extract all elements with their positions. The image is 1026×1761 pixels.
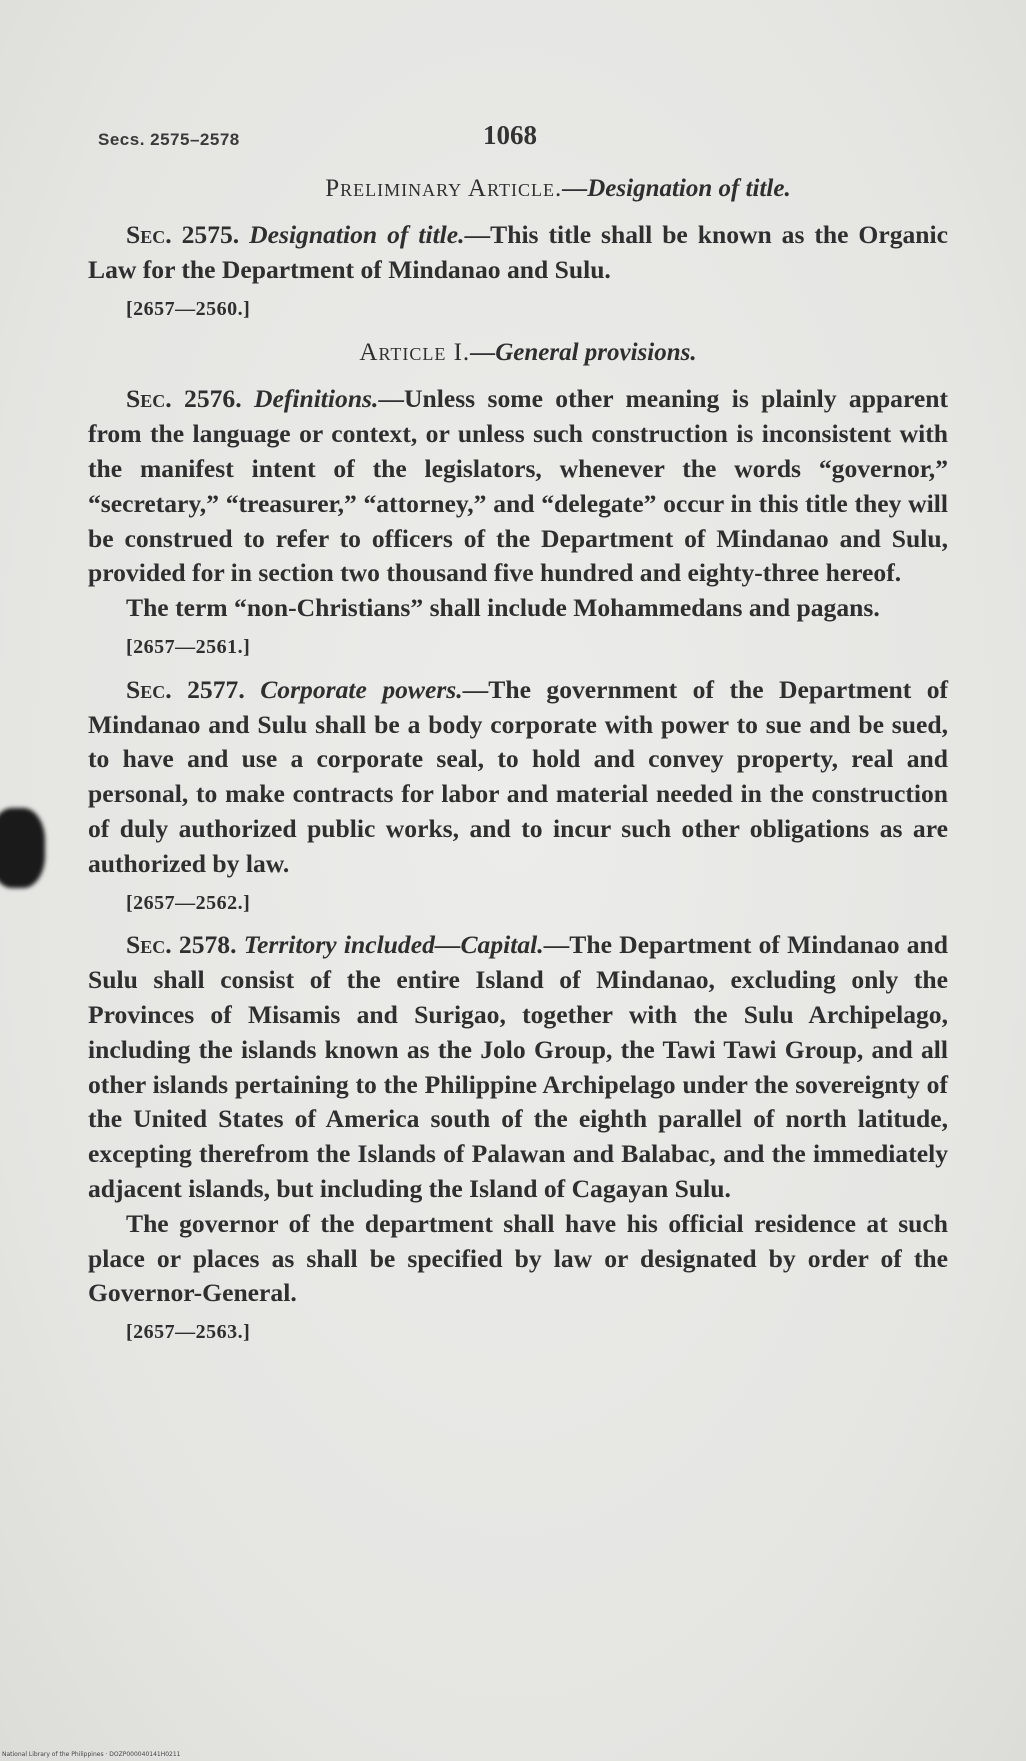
section-2578 bbox=[88, 928, 948, 1206]
section-number: 2577. bbox=[187, 674, 245, 704]
heading-label: Article I. bbox=[359, 339, 471, 367]
section-number: 2578. bbox=[178, 930, 237, 960]
source-reference: [2657—2562.] bbox=[126, 891, 251, 914]
page-number: 1068 bbox=[483, 120, 537, 150]
section-title: Definitions. bbox=[253, 384, 379, 414]
section-2576-paragraph-2: The term “non-Christians” shall include Mohammedans and pagans. bbox=[126, 593, 880, 623]
section-number: 2576. bbox=[184, 384, 242, 414]
section-text: —This title shall be known as the Organic Law for the Department of Mindanao and Sulu. bbox=[88, 220, 948, 284]
heading-title: —General provisions. bbox=[470, 339, 697, 367]
section-2576 bbox=[88, 382, 948, 591]
heading-title: —Designation of title. bbox=[562, 175, 791, 202]
heading-label: Preliminary Article. bbox=[325, 175, 563, 202]
section-2577 bbox=[88, 673, 948, 882]
source-reference: [2657—2563.] bbox=[126, 1321, 251, 1344]
section-label: Sec. bbox=[126, 384, 172, 414]
section-range: Secs. 2575–2578 bbox=[98, 130, 240, 149]
article-1-heading bbox=[88, 336, 948, 370]
page-header bbox=[98, 120, 938, 154]
section-number: 2575. bbox=[181, 220, 240, 249]
section-title: Territory included—Capital. bbox=[243, 930, 544, 960]
section-title: Designation of title. bbox=[249, 220, 465, 249]
section-label: Sec. bbox=[126, 930, 172, 960]
source-reference: [2657—2560.] bbox=[126, 297, 251, 320]
scan-credit: National Library of the Philippines · DOZP000040141H0211 bbox=[2, 1751, 181, 1758]
section-2578-paragraph-2: The governor of the department shall have his official residence at such place or places as shall be specified by law or designated by order of the Governor-General. bbox=[88, 1208, 948, 1308]
section-text: —The Department of Mindanao and Sulu shall consist of the entire Island of Mindanao, excluding only the Provinces of Misamis and Surigao, together with the Sulu Archipelago, including the islands known as the Jolo Group, the Tawi Tawi Group, and all other islands pertaining to the Philippine Archipelago under the sovereignty of the United States of America south of the eighth parallel of north latitude, excepting therefrom the Islands of Palawan and Balabac, and the immediately adjacent islands, but including the Island of Cagayan Sulu. bbox=[88, 930, 949, 1203]
section-text: —The government of the Department of Mindanao and Sulu shall be a body corporate with power to sue and be sued, to have and use a corporate seal, to hold and convey property, real and personal, to make contracts for labor and material needed in the construction of duly authorized public works, and to incur such other obligations as are authorized by law. bbox=[88, 674, 949, 878]
section-title: Corporate powers. bbox=[260, 674, 463, 704]
section-2575 bbox=[88, 218, 948, 288]
section-label: Sec. bbox=[126, 220, 172, 249]
section-label: Sec. bbox=[126, 674, 172, 704]
scan-shadow bbox=[0, 808, 45, 888]
source-reference: [2657—2561.] bbox=[126, 635, 251, 658]
section-text: —Unless some other meaning is plainly apparent from the language or context, or unless such construction is inconsistent with the manifest intent of the legislators, whenever the words “governor,” “secretary,” “treasurer,” “attorney,” and “delegate” occur in this title they will be construed to refer to officers of the Department of Mindanao and Sulu, provided for in section two thousand five hundred and eighty-three hereof. bbox=[88, 384, 948, 588]
page-body bbox=[88, 172, 948, 1358]
preliminary-article-heading bbox=[88, 172, 948, 206]
